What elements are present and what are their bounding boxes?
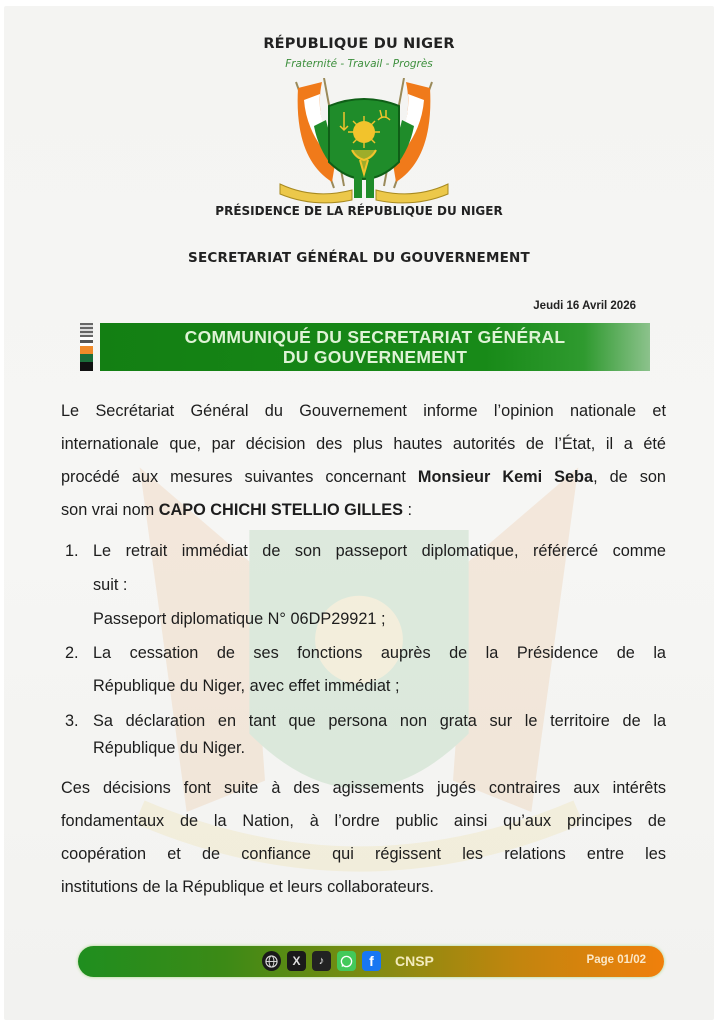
person-alias: Kemi Seba	[502, 468, 594, 486]
document-page	[4, 6, 714, 1020]
tiktok-icon[interactable]: ♪	[312, 951, 331, 971]
presidency-title: PRÉSIDENCE DE LA RÉPUBLIQUE DU NIGER	[215, 204, 503, 218]
measure-item-1-cont: suit :	[93, 576, 128, 594]
intro-text: , de son	[593, 468, 666, 486]
facebook-icon[interactable]: f	[362, 951, 381, 971]
banner-title-line1: COMMUNIQUÉ DU SECRETARIAT GÉNÉRAL	[184, 327, 566, 347]
flag-emblem-strip	[80, 323, 93, 371]
footer-brand: CNSP	[395, 953, 434, 969]
measure-text: Le retrait immédiat de son passeport diplomatique, référercé comme	[93, 542, 666, 560]
measure-number: 3.	[65, 712, 79, 730]
intro-text: procédé aux mesures suivantes concernant	[61, 468, 418, 486]
footer-bar	[78, 946, 664, 977]
measure-text: Sa déclaration en tant que persona non grata sur le territoire de la	[93, 712, 666, 730]
communique-banner	[100, 323, 650, 371]
measure-item-1	[65, 542, 666, 561]
whatsapp-icon[interactable]	[337, 951, 356, 971]
measure-item-2-cont: République du Niger, avec effet immédiat ;	[93, 677, 400, 695]
measure-text: La cessation de ses fonctions auprès de la Présidence de la	[93, 644, 666, 662]
x-icon[interactable]: X	[287, 951, 306, 971]
title-monsieur: Monsieur	[417, 468, 491, 486]
intro-text: :	[402, 501, 413, 519]
conclusion-line: coopération et de confiance qui régissent les relations entre les	[61, 845, 666, 863]
measure-number: 2.	[65, 644, 79, 662]
conclusion-line: Ces décisions font suite à des agissements jugés contraires aux intérêts	[61, 779, 666, 797]
intro-line	[61, 501, 666, 520]
page-number: Page 01/02	[586, 954, 646, 966]
national-motto: Fraternité - Travail - Progrès	[285, 58, 433, 70]
measure-item-2	[65, 644, 666, 663]
country-title: RÉPUBLIQUE DU NIGER	[263, 36, 455, 52]
intro-line	[61, 468, 666, 487]
measure-item-3	[65, 712, 666, 731]
banner-title-line2: DU GOUVERNEMENT	[282, 347, 468, 367]
passport-number: Passeport diplomatique N° 06DP29921 ;	[93, 610, 386, 628]
coat-of-arms-logo	[274, 78, 454, 206]
conclusion-line: fondamentaux de la Nation, à l’ordre public ainsi qu’aux principes de	[61, 812, 666, 830]
measure-number: 1.	[65, 542, 79, 560]
social-icons	[262, 951, 434, 971]
intro-text: son vrai nom	[61, 501, 159, 519]
conclusion-line: institutions de la République et leurs collaborateurs.	[61, 878, 434, 896]
communique-date: Jeudi 16 Avril 2026	[533, 300, 636, 312]
department-title: SECRETARIAT GÉNÉRAL DU GOUVERNEMENT	[188, 250, 530, 266]
person-real-name: CAPO CHICHI STELLIO GILLES	[158, 501, 403, 519]
intro-line: internationale que, par décision des plus hautes autorités de l’État, il a été	[61, 435, 666, 453]
intro-line: Le Secrétariat Général du Gouvernement informe l’opinion nationale et	[61, 402, 666, 420]
measure-item-3-cont: République du Niger.	[93, 739, 246, 757]
globe-icon[interactable]	[262, 951, 281, 971]
